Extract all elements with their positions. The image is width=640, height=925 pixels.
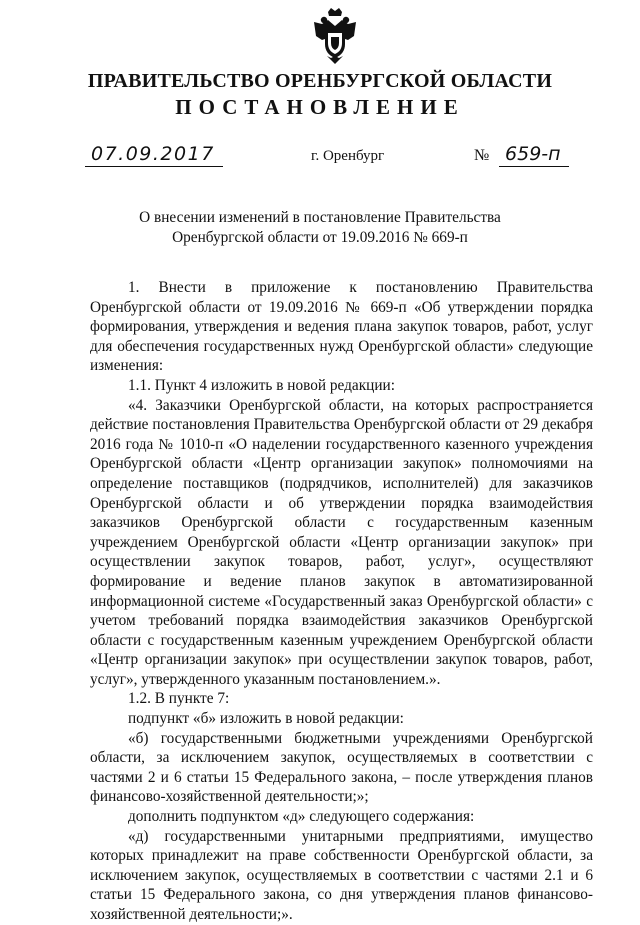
paragraph-subpoint-d: «д) государственными унитарными предприятиями, имущество которых принадлежит на праве собственности Оренбургской области, за исключением закупок, осуществляемых в соответствии с частями 2.1 и 6 статьи 15 Федерального закона, со дня утверждения планов финансово-хозяйственной деятельности;». (90, 827, 593, 923)
number-label: № (474, 147, 490, 164)
document-body (90, 278, 593, 925)
coat-of-arms-icon (312, 6, 358, 66)
paragraph-subpoint-b: «б) государственными бюджетными учреждениями Оренбургской области, за исключением закупок, осуществляемых в соответствии с частями 2 и 6 статьи 15 Федерального закона, – после утверждения планов финансово-хозяйственной деятельности;»; (90, 729, 593, 806)
document-date: 07.09.2017 (85, 143, 223, 167)
document-number (474, 143, 569, 167)
document-city: г. Оренбург (311, 148, 385, 164)
subject-line-2: Оренбургской области от 19.09.2016 № 669-п (172, 229, 468, 246)
subject-line-1: О внесении изменений в постановление Правительства (139, 209, 501, 226)
document-subject (0, 208, 640, 248)
organization-title: ПРАВИТЕЛЬСТВО ОРЕНБУРГСКОЙ ОБЛАСТИ (87, 70, 553, 92)
paragraph-subpoint-b-intro: подпункт «б» изложить в новой редакции: (128, 710, 404, 728)
paragraph-1-1: 1.1. Пункт 4 изложить в новой редакции: (128, 376, 395, 394)
paragraph-1-2: 1.2. В пункте 7: (128, 690, 230, 708)
paragraph-1: 1. Внести в приложение к постановлению Правительства Оренбургской области от 19.09.2016 № 669-п «Об утверждении порядка формирования, утверждения и ведения плана закупок товаров, работ, услуг для обеспечения государственных нужд Оренбургской области» следующие изменения: (90, 279, 593, 375)
paragraph-quote-4: «4. Заказчики Оренбургской области, на которых распространяется действие постановления Правительства Оренбургской области от 29 декабря 2016 года № 1010-п «О наделении государственного казенного учреждения Оренбургской области «Центр организации закупок» полномочиями на определение поставщиков (подрядчиков, исполнителей) для заказчиков Оренбургской области и об утверждении порядка взаимодействия заказчиков Оренбургской области с государственным казенным учреждением Оренбургской области «Центр организации закупок» при осуществлении закупок товаров, работ, услуг», осуществляют формирование и ведение планов закупок в автоматизированной информационной системе «Государственный заказ Оренбургской области» с учетом требований порядка взаимодействия заказчиков Оренбургской области с государственным казенным учреждением Оренбургской области «Центр организации закупок» при осуществлении закупок товаров, работ, услуг», утвержденного указанным постановлением.». (90, 396, 593, 688)
number-value: 659-п (499, 143, 569, 167)
paragraph-subpoint-d-intro: дополнить подпунктом «д» следующего содержания: (128, 808, 475, 826)
document-type: ПОСТАНОВЛЕНИЕ (175, 95, 465, 119)
